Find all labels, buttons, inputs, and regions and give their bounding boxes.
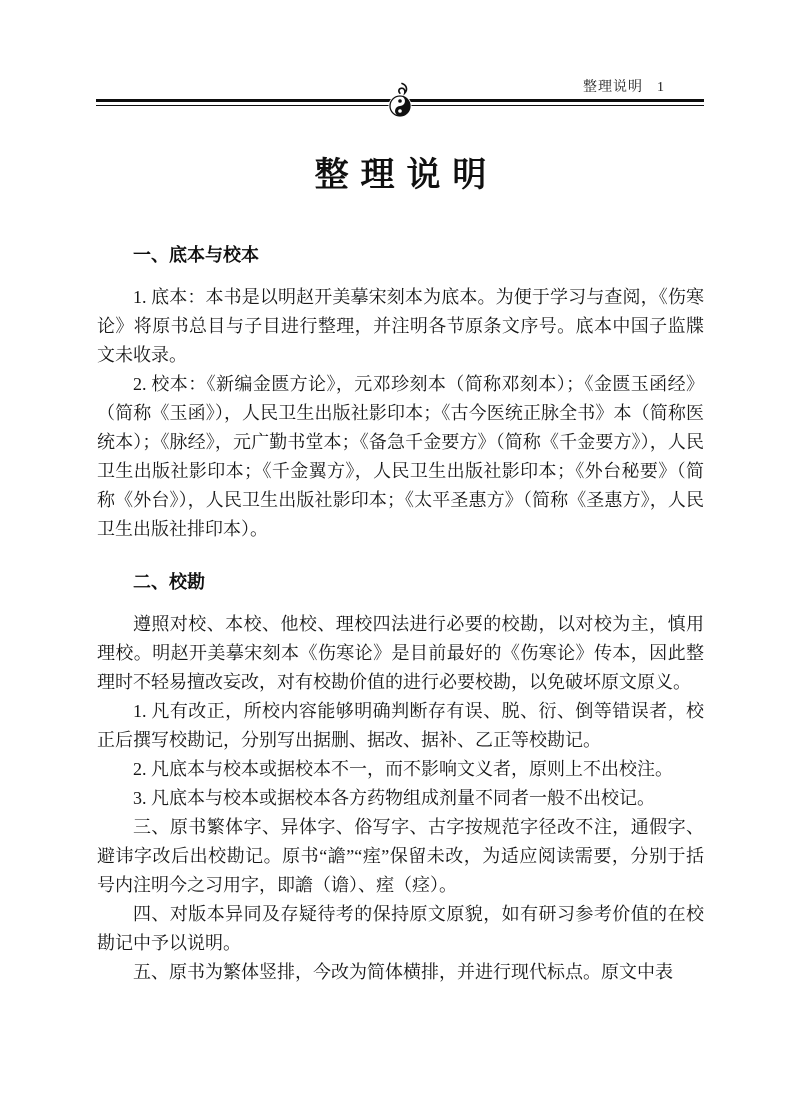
- running-title: 整理说明: [583, 80, 643, 95]
- header-rule: [96, 99, 704, 106]
- page-content: [97, 156, 704, 987]
- section-heading: 二、校勘: [133, 572, 205, 593]
- paragraph: 遵照对校、本校、他校、理校四法进行必要的校勘，以对校为主，慎用理校。明赵开美摹宋刻本《伤寒论》是目前最好的《伤寒论》传本，因此整理时不轻易擅改妄改，对有校勘价值的进行必要校勘，以免破坏原文原义。: [97, 614, 704, 693]
- paragraph: 2. 校本：《新编金匮方论》，元邓珍刻本（简称邓刻本）；《金匮玉函经》（简称《玉函》），人民卫生出版社影印本；《古今医统正脉全书》本（简称医统本）；《脉经》，元广勤书堂本；《备急千金要方》（简称《千金要方》），人民卫生出版社影印本；《千金翼方》，人民卫生出版社影印本；《外台秘要》（简称《外台》），人民卫生出版社影印本；《太平圣惠方》（简称《圣惠方》，人民卫生出版社排印本）。: [97, 374, 704, 540]
- paragraph: 五、原书为繁体竖排，今改为简体横排，并进行现代标点。原文中表: [133, 962, 673, 983]
- taiji-ornament-icon: [386, 82, 414, 119]
- paragraph: 三、原书繁体字、异体字、俗写字、古字按规范字径改不注，通假字、避讳字改后出校勘记。原书“譫”“痓”保留未改，为适应阅读需要，分别于括号内注明今之习用字，即譫（谵）、痓（痉）。: [97, 817, 704, 896]
- paragraph: 1. 底本：本书是以明赵开美摹宋刻本为底本。为便于学习与查阅，《伤寒论》将原书总目与子目进行整理，并注明各节原条文序号。底本中国子监牒文未收录。: [97, 287, 704, 366]
- document-title: 整理说明: [314, 157, 499, 194]
- paragraph: 四、对版本异同及存疑待考的保持原文原貌，如有研习参考价值的在校勘记中予以说明。: [97, 904, 704, 954]
- section-heading: 一、底本与校本: [133, 245, 259, 266]
- paragraph: 2. 凡底本与校本或据校本不一，而不影响文义者，原则上不出校注。: [133, 759, 673, 780]
- section-base-and-collation-editions: [97, 243, 704, 544]
- section-collation-notes: [97, 570, 704, 987]
- paragraph: 1. 凡有改正，所校内容能够明确判断存有误、脱、衍、倒等错误者，校正后撰写校勘记，分别写出据删、据改、据补、乙正等校勘记。: [97, 701, 704, 751]
- paragraph: 3. 凡底本与校本或据校本各方药物组成剂量不同者一般不出校记。: [133, 788, 655, 809]
- page-number: 1: [657, 80, 664, 95]
